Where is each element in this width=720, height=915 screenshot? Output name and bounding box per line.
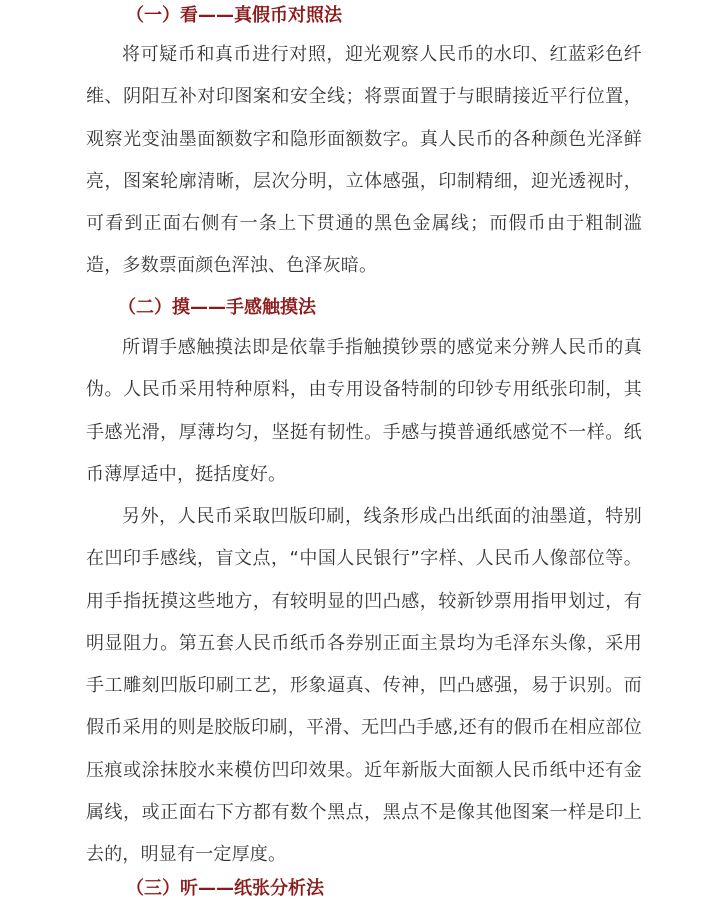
section-touch-paragraph-2: 另外，人民币采取凹版印刷，线条形成凸出纸面的油墨道，特别在凹印手感线，盲文点，“中国人民银行”字样、人民币人像部位等。用手指抚摸这些地方，有较明显的凹凸感，较新钞票用指甲划过，有明显阻力。第五套人民币纸币各券别正面主景均为毛泽东头像，采用手工雕刻凹版印刷工艺，形象逼真、传神，凹凸感强，易于识别。而假币采用的则是胶版印刷，平滑、无凹凸手感,还有的假币在相应部位压痕或涂抹胶水来模仿凹印效果。近年新版大面额人民币纸中还有金属线，或正面右下方都有数个黑点，黑点不是像其他图案一样是印上去的，明显有一定厚度。 — [86, 506, 642, 866]
section-touch-paragraph-1: 所谓手感触摸法即是依靠手指触摸钞票的感觉来分辨人民币的真伪。人民币采用特种原料，由专用设备特制的印钞专用纸张印制，其手感光滑，厚薄均匀，坚挺有韧性。手感与摸普通纸感觉不一样。纸币薄厚适中，挺括度好。 — [86, 337, 642, 485]
section-heading-touch: （二）摸——手感触摸法 — [118, 297, 316, 318]
section-heading-listen: （三）听——纸张分析法 — [126, 878, 324, 899]
section-heading-look: （一）看——真假币对照法 — [126, 5, 342, 26]
section-look-paragraph: 将可疑币和真币进行对照，迎光观察人民币的水印、红蓝彩色纤维、阴阳互补对印图案和安全线；将票面置于与眼睛接近平行位置，观察光变油墨面额数字和隐形面额数字。真人民币的各种颜色光泽鲜亮，图案轮廓清晰，层次分明，立体感强，印制精细，迎光透视时，可看到正面右侧有一条上下贯通的黑色金属线；而假币由于粗制滥造，多数票面颜色浑浊、色泽灰暗。 — [86, 44, 642, 277]
